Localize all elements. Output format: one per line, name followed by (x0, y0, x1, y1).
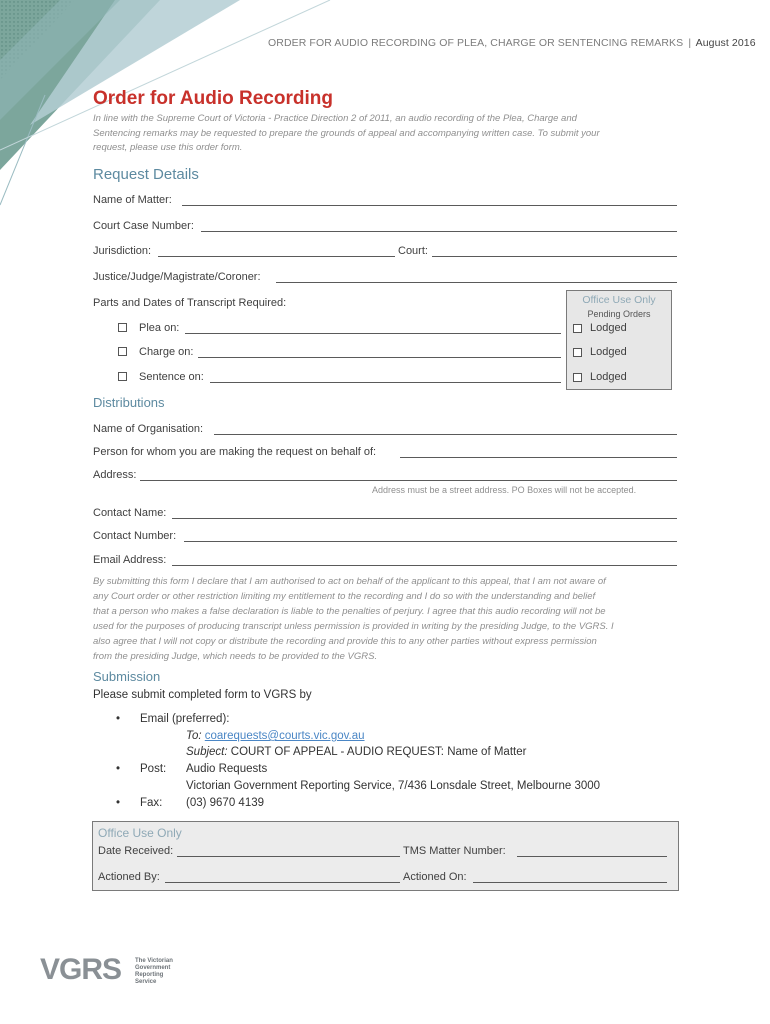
header-date: August 2016 (695, 37, 756, 49)
fax-value: (03) 9670 4139 (186, 797, 265, 809)
declaration-line: from the presiding Judge, which needs to be provided to the VGRS. (93, 651, 378, 662)
declaration-line: also agree that I will not copy or distribute the recording and provide this to any other parties without express permission (93, 636, 597, 647)
court-field[interactable] (432, 256, 677, 257)
intro-line: request, please use this order form. (93, 142, 243, 153)
lodged-checkbox[interactable] (573, 324, 582, 333)
email-address-field[interactable] (172, 565, 677, 566)
office-use-title: Office Use Only (582, 294, 656, 306)
actioned-by-field[interactable] (165, 882, 400, 883)
court-label: Court: (398, 245, 428, 257)
lodged-checkbox[interactable] (573, 348, 582, 357)
tms-field[interactable] (517, 856, 667, 857)
organisation-label: Name of Organisation: (93, 423, 204, 435)
header-title: ORDER FOR AUDIO RECORDING OF PLEA, CHARGE OR SENTENCING REMARKS (268, 37, 684, 49)
submission-heading: Submission (93, 669, 161, 684)
contact-name-field[interactable] (172, 518, 677, 519)
bullet-icon: • (116, 763, 121, 775)
actioned-on-field[interactable] (473, 882, 667, 883)
date-received-field[interactable] (177, 856, 400, 857)
plea-checkbox[interactable] (118, 323, 127, 332)
plea-field[interactable] (185, 333, 561, 334)
lodged-label: Lodged (590, 322, 627, 334)
sentence-label: Sentence on: (139, 371, 204, 383)
jurisdiction-field[interactable] (158, 256, 395, 257)
contact-number-field[interactable] (184, 541, 677, 542)
plea-label: Plea on: (139, 322, 180, 334)
vgrs-logo-subtext (135, 958, 173, 986)
charge-field[interactable] (198, 357, 561, 358)
name-of-matter-field[interactable] (182, 205, 677, 206)
logo-sub-line: The Victorian (135, 958, 173, 964)
email-address-label: Email Address: (93, 554, 167, 566)
post-name: Audio Requests (186, 763, 268, 775)
submission-intro: Please submit completed form to VGRS by (93, 689, 312, 701)
date-received-label: Date Received: (98, 845, 174, 857)
post-label: Post: (140, 763, 167, 775)
distributions-heading: Distributions (93, 395, 165, 410)
declaration-line: that a person who makes a false declaration is liable to the penalties of perjury. I agree that this audio recording will not be (93, 606, 606, 617)
organisation-field[interactable] (214, 434, 677, 435)
contact-number-label: Contact Number: (93, 530, 177, 542)
subject-line (186, 746, 526, 758)
charge-label: Charge on: (139, 346, 194, 358)
sentence-field[interactable] (210, 382, 561, 383)
tms-label: TMS Matter Number: (403, 845, 506, 857)
to-line (186, 730, 365, 742)
lodged-label: Lodged (590, 371, 627, 383)
office-use-bottom-box (92, 821, 679, 891)
declaration-line: any Court order or other restriction limiting my entitlement to the recording and I do so with the understanding and belief (93, 591, 596, 602)
pending-orders-label: Pending Orders (587, 309, 651, 319)
lodged-label: Lodged (590, 346, 627, 358)
on-behalf-field[interactable] (400, 457, 677, 458)
to-email-link[interactable]: coarequests@courts.vic.gov.au (204, 730, 365, 742)
contact-name-label: Contact Name: (93, 507, 167, 519)
charge-checkbox[interactable] (118, 347, 127, 356)
justice-label: Justice/Judge/Magistrate/Coroner: (93, 271, 261, 283)
subject-label: Subject: (186, 746, 228, 758)
name-of-matter-label: Name of Matter: (93, 194, 172, 206)
office-use-bottom-title: Office Use Only (98, 826, 182, 840)
address-field[interactable] (140, 480, 677, 481)
court-case-number-label: Court Case Number: (93, 220, 194, 232)
request-details-heading: Request Details (93, 166, 199, 183)
jurisdiction-label: Jurisdiction: (93, 245, 152, 257)
header-separator: | (688, 37, 692, 49)
address-label: Address: (93, 469, 137, 481)
page-header (268, 37, 756, 49)
to-label: To: (186, 730, 202, 742)
justice-field[interactable] (276, 282, 677, 283)
bullet-icon: • (116, 797, 121, 809)
logo-sub-line: Reporting (135, 972, 164, 978)
parts-dates-label: Parts and Dates of Transcript Required: (93, 297, 287, 309)
email-method-label: Email (preferred): (140, 713, 230, 725)
declaration-line: used for the purposes of producing transcript unless permission is provided in writing by the presiding Judge, to the VGRS. I (93, 621, 614, 632)
bullet-icon: • (116, 713, 121, 725)
sentence-checkbox[interactable] (118, 372, 127, 381)
actioned-by-label: Actioned By: (98, 871, 160, 883)
declaration-line: By submitting this form I declare that I am authorised to act on behalf of the applicant to this appeal, that I am not aware of (93, 576, 606, 587)
on-behalf-label: Person for whom you are making the request on behalf of: (93, 446, 377, 458)
post-address: Victorian Government Reporting Service, 7/436 Lonsdale Street, Melbourne 3000 (186, 780, 601, 792)
form-intro (93, 112, 600, 156)
logo-sub-line: Government (135, 965, 171, 971)
intro-line: Sentencing remarks may be requested to prepare the grounds of appeal and accompanying written case. To submit your (93, 127, 600, 139)
logo-sub-line: Service (135, 979, 157, 985)
court-case-number-field[interactable] (201, 231, 677, 232)
actioned-on-label: Actioned On: (403, 871, 467, 883)
form-title: Order for Audio Recording (93, 88, 333, 109)
subject-value: COURT OF APPEAL - AUDIO REQUEST: Name of Matter (230, 746, 527, 758)
vgrs-logo-text: VGRS (40, 953, 122, 986)
fax-label: Fax: (140, 797, 163, 809)
address-note: Address must be a street address. PO Boxes will not be accepted. (372, 485, 637, 495)
lodged-checkbox[interactable] (573, 373, 582, 382)
intro-line: In line with the Supreme Court of Victoria - Practice Direction 2 of 2011, an audio recording of the Plea, Charge and (93, 113, 577, 124)
declaration-text (93, 574, 678, 664)
office-use-box (566, 290, 672, 390)
